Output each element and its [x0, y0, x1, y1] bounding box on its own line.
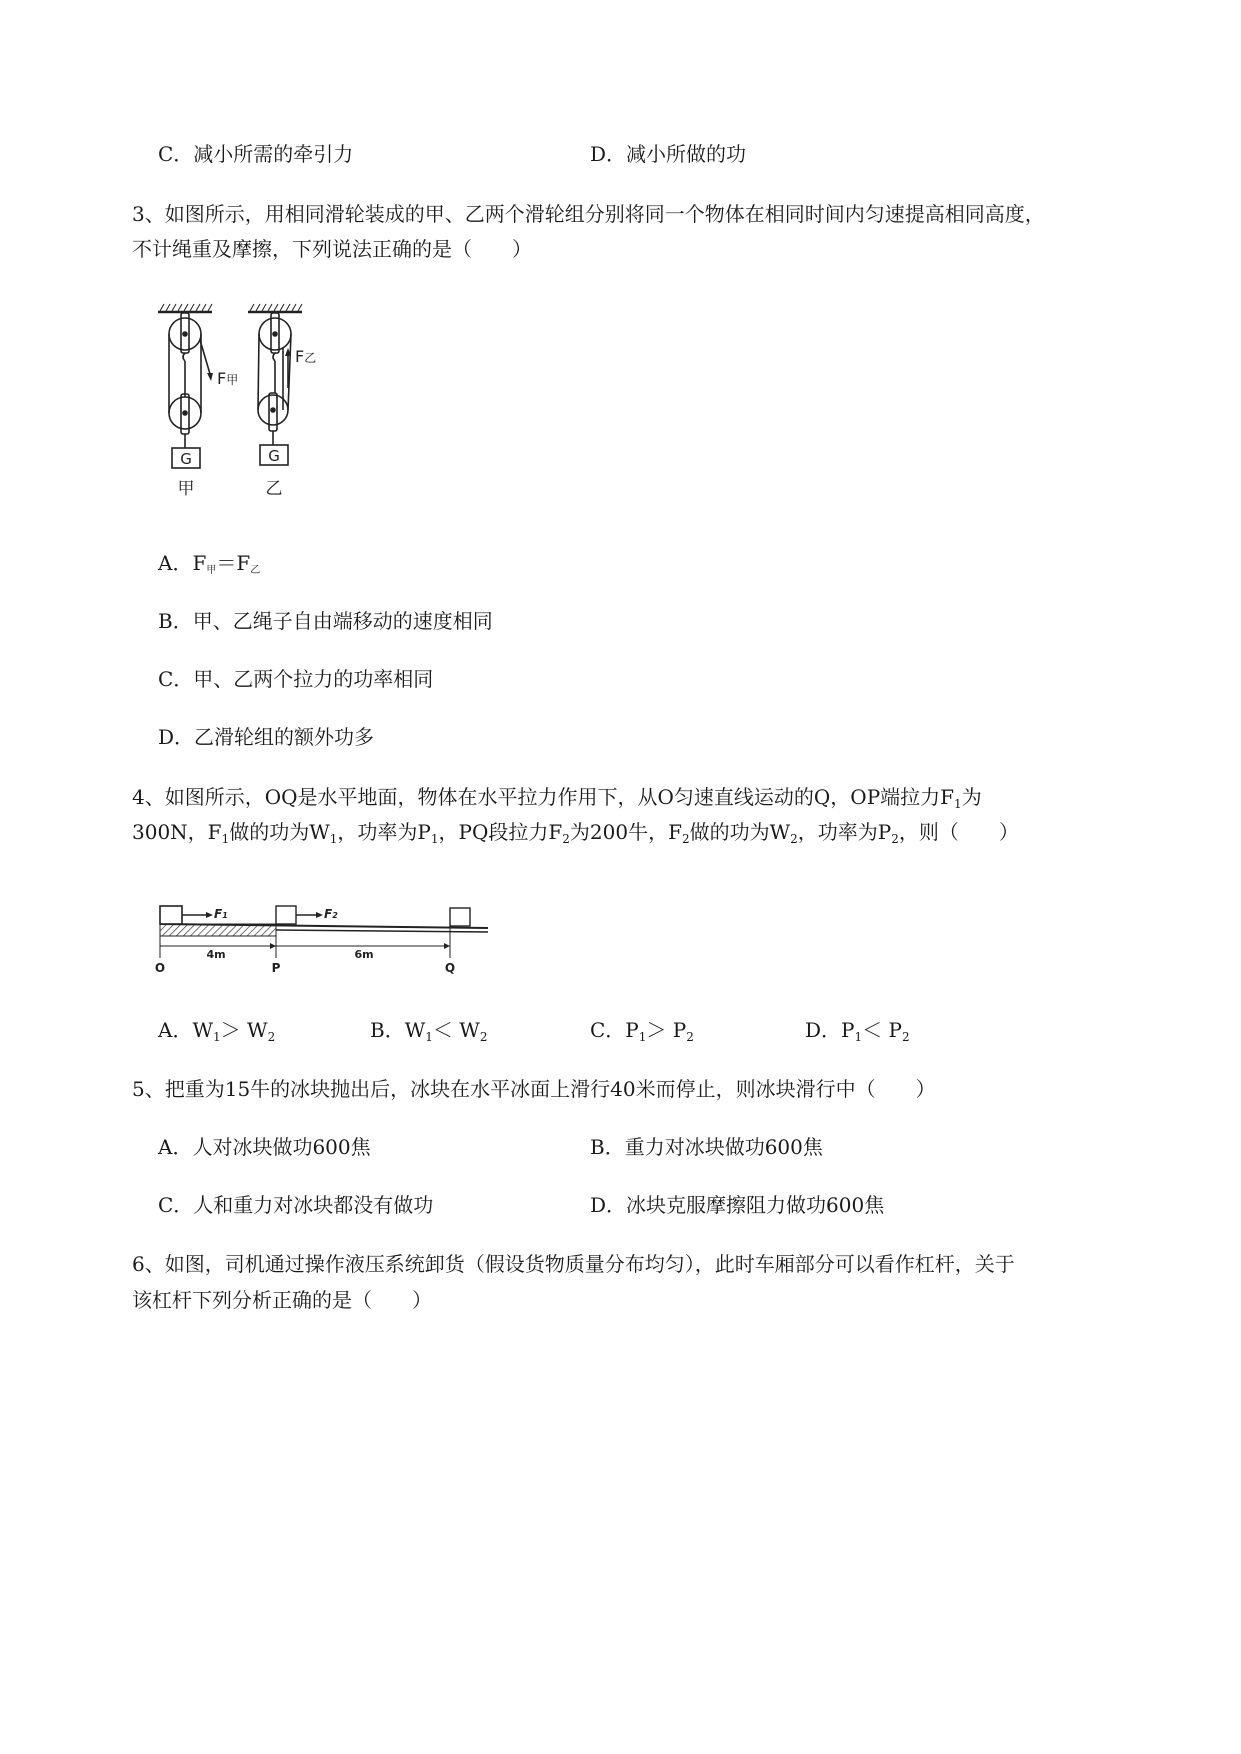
force-label-right: F乙	[295, 347, 317, 366]
q5-option-a: A．人对冰块做功600焦	[158, 1135, 371, 1159]
q5-option-b: B．重力对冰块做功600焦	[590, 1135, 823, 1159]
q3-option-d: D．乙滑轮组的额外功多	[158, 725, 375, 749]
force-f1-label: F1	[214, 907, 228, 921]
block-at-q	[450, 908, 470, 926]
block-at-p	[276, 906, 296, 924]
point-o-label: O	[154, 961, 166, 975]
q4-option-d: D．$P_1< P_2$	[805, 1018, 910, 1044]
weight-label-left: G	[180, 450, 192, 468]
distance-pq-label: 6m	[354, 948, 374, 961]
point-q-label: Q	[444, 961, 456, 975]
q4-option-a: A．$W_1> W_2$	[158, 1018, 276, 1044]
force-label-left: F甲	[217, 369, 239, 388]
q3-option-c: C．甲、乙两个拉力的功率相同	[158, 667, 434, 691]
pulley-figure	[150, 300, 350, 500]
track-figure	[150, 898, 500, 978]
q4-option-b: B．$W_1< W_2$	[370, 1018, 488, 1044]
q3-stem-line1: 3、如图所示，用相同滑轮装成的甲、乙两个滑轮组分别将同一个物体在相同时间内匀速提高相同高度，	[132, 202, 1045, 226]
prev-option-c: C．减小所需的牵引力	[158, 142, 354, 166]
q3-stem-line2: 不计绳重及摩擦，下列说法正确的是（ ）	[132, 237, 532, 261]
q3-option-a: A．F甲＝F乙	[158, 551, 261, 576]
q6-stem-line1: 6、如图，司机通过操作液压系统卸货（假设货物质量分布均匀），此时车厢部分可以看作杠杆，关于	[132, 1252, 1015, 1276]
prev-option-d: D．减小所做的功	[590, 142, 747, 166]
q6-stem-line2: 该杠杆下列分析正确的是（ ）	[132, 1288, 432, 1312]
weight-label-right: G	[268, 447, 280, 465]
q4-option-c: C．$P_1> P_2$	[590, 1018, 694, 1044]
force-f2-label: F2	[324, 907, 338, 921]
q3-option-b: B．甲、乙绳子自由端移动的速度相同	[158, 609, 493, 633]
distance-op-label: 4m	[206, 948, 226, 961]
point-p-label: P	[271, 961, 281, 975]
q5-option-d: D．冰块克服摩擦阻力做功600焦	[590, 1193, 885, 1217]
group-label-right: 乙	[265, 479, 283, 499]
block-at-o	[160, 906, 182, 924]
q5-option-c: C．人和重力对冰块都没有做功	[158, 1193, 434, 1217]
q5-stem: 5、把重为15牛的冰块抛出后，冰块在水平冰面上滑行40米而停止，则冰块滑行中（ ）	[132, 1077, 936, 1101]
group-label-left: 甲	[177, 479, 195, 499]
q4-stem-line1: 4、如图所示，OQ是水平地面，物体在水平拉力作用下，从O匀速直线运动的Q，OP端拉力$F_1$为	[132, 785, 982, 811]
q4-stem-line2: 300N，$F_1$做的功为$W_1$，功率为$P_1$，PQ段拉力$F_2$为200牛，$F_2$做的功为$W_2$，功率为$P_2$，则（ ）	[132, 820, 1019, 846]
